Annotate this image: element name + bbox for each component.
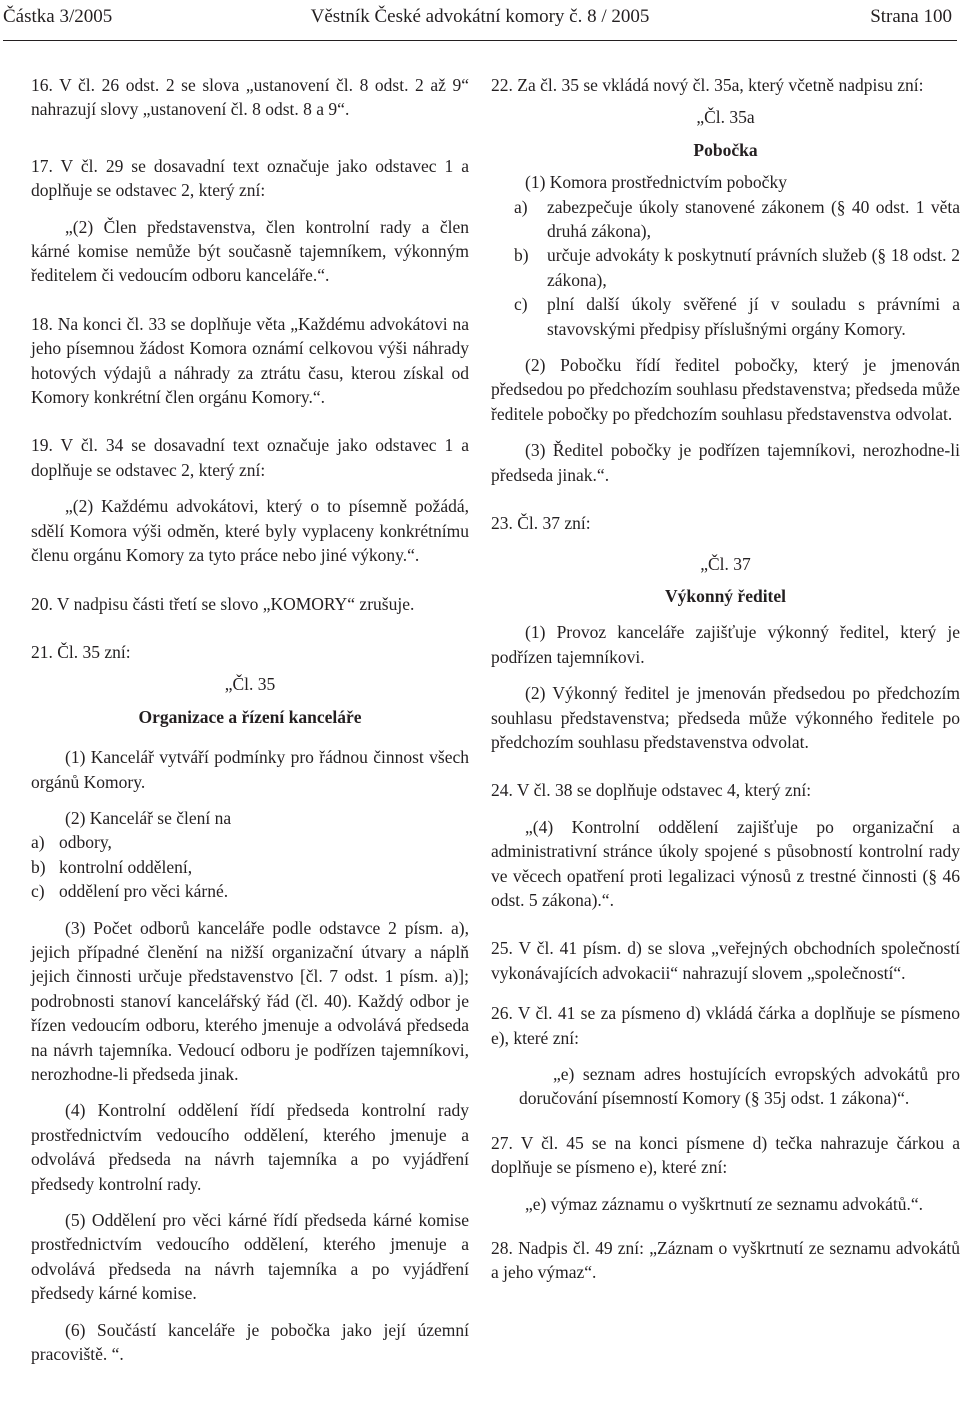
art35-para-1: (1) Kancelář vytváří podmínky pro řádnou činnost všech orgánů Komory. bbox=[31, 747, 469, 792]
item-28 bbox=[491, 1236, 960, 1285]
header-rule bbox=[3, 40, 957, 41]
list-text: kontrolní oddělení, bbox=[59, 856, 193, 877]
item-24: 24. V čl. 38 se doplňuje odstavec 4, který zní: bbox=[491, 780, 812, 801]
list-text: odbory, bbox=[59, 832, 112, 853]
item-17: 17. V čl. 29 se dosavadní text označuje jako odstavec 1 a doplňuje se odstavec 2, který zní: bbox=[31, 155, 469, 201]
journal-title: Věstník České advokátní komory č. 8 / 2005 bbox=[310, 6, 650, 27]
art35a-para-3: (3) Ředitel pobočky je podřízen tajemníkovi, nerozhodne-li předseda jinak.“. bbox=[491, 440, 960, 485]
item-19-quote: „(2) Každému advokátovi, který o to písemně požádá, sdělí Komora výši odměn, které byly vyplaceny konkrétnímu členu orgánu Komory za tyto práce nebo jiné výkony.“. bbox=[31, 496, 469, 566]
list-text: oddělení pro věci kárné. bbox=[59, 881, 229, 902]
page-header bbox=[0, 0, 960, 30]
art35-para-3: (3) Počet odborů kanceláře podle odstavce 2 písm. a), jejich případné členění na nižší organizační útvary a náplň jejich činnosti určuje představenstvo [čl. 7 odst. 1 písm. a)]; podrobnosti stanoví kancelářský řád (čl. 40). Každý odbor je řízen vedoucím odboru, kterého jmenuje a odvolává předseda na návrh tajemníka. Vedoucí odboru je podřízen tajemníkovi, nerozhodne-li předseda jinak. bbox=[31, 917, 469, 1084]
list-text: plní další úkoly svěřené jí v souladu s právními a stavovskými předpisy příslušnými orgány Komory. bbox=[547, 294, 960, 339]
left-column bbox=[31, 73, 469, 1366]
item-21: 21. Čl. 35 zní: bbox=[31, 641, 131, 662]
item-number: 28. bbox=[491, 1238, 513, 1259]
item-text: Nadpis čl. 49 zní: „Záznam o vyškrtnutí ze seznamu advokátů a jeho výmaz“. bbox=[491, 1238, 960, 1283]
item-23: 23. Čl. 37 zní: bbox=[491, 513, 591, 534]
list-letter: b) bbox=[31, 856, 46, 877]
article-37-title: Výkonný ředitel bbox=[664, 585, 787, 606]
article-35a-heading: „Čl. 35a bbox=[696, 107, 755, 128]
art35a-para-1-c bbox=[491, 292, 960, 341]
art35a-para-1-a bbox=[491, 195, 960, 244]
item-24-quote: „(4) Kontrolní oddělení zajišťuje po organizační a administrativní stránce úkoly spojené s působností kontrolní rady ve věcech opatření proti legalizaci výnosů z trestné činnosti (§ 46 odst. 5 zákona).“. bbox=[491, 816, 960, 910]
item-17-quote: „(2) Člen představenstva, člen kontrolní rady a člen kárné komise nemůže být současně tajemníkem, výkonným ředitelem či vedoucím odboru kanceláře.“. bbox=[31, 216, 469, 286]
item-text: V čl. 45 se na konci písmene d) tečka nahrazuje čárkou a doplňuje se písmeno e), které zní: bbox=[491, 1132, 960, 1178]
list-letter: a) bbox=[31, 832, 45, 853]
art37-para-2: (2) Výkonný ředitel je jmenován předsedou po předchozím souhlasu představenstva; předseda může výkonného ředitele po předchozím souhlasu představenstva odvolat. bbox=[491, 683, 960, 752]
art35a-para-1: (1) Komora prostřednictvím pobočky bbox=[525, 172, 787, 193]
right-column bbox=[491, 73, 960, 1285]
art35-para-2-a bbox=[31, 830, 469, 854]
issue-number: Částka 3/2005 bbox=[3, 6, 113, 27]
art35a-para-2: (2) Pobočku řídí ředitel pobočky, který je jmenován předsedou po předchozím souhlasu představenstva; předseda může ředitele pobočky po předchozím souhlasu představenstva odvolat. bbox=[491, 355, 960, 424]
item-22: 22. Za čl. 35 se vkládá nový čl. 35a, který včetně nadpisu zní: bbox=[491, 75, 924, 95]
item-25 bbox=[491, 936, 960, 985]
art35-para-2-b bbox=[31, 855, 469, 879]
article-35-heading: „Čl. 35 bbox=[224, 674, 276, 695]
list-letter: b) bbox=[514, 245, 529, 266]
art35-para-6: (6) Součástí kanceláře je pobočka jako její územní pracoviště. “. bbox=[31, 1319, 469, 1365]
list-text: zabezpečuje úkoly stanovené zákonem (§ 40 odst. 1 věta druhá zákona), bbox=[547, 196, 960, 242]
item-16: 16. V čl. 26 odst. 2 se slova „ustanovení čl. 8 odst. 2 až 9“ nahrazují slovy „ustanovení čl. 8 odst. 8 a 9“. bbox=[31, 75, 469, 120]
list-text: určuje advokáty k poskytnutí právních služeb (§ 18 odst. 2 zákona), bbox=[547, 245, 960, 290]
art35-para-2: (2) Kancelář se člení na bbox=[65, 807, 232, 828]
list-letter: c) bbox=[31, 881, 45, 902]
article-35a-title: Pobočka bbox=[693, 139, 758, 160]
art35-para-5: (5) Oddělení pro věci kárné řídí předseda kárné komise prostřednictvím vedoucího oddělení, kterého jmenuje a odvolává předseda na návrh tajemníka a po vyjádření předsedy kárné komise. bbox=[31, 1210, 469, 1304]
page-number: Strana 100 bbox=[870, 6, 952, 27]
item-number: 26. bbox=[491, 1003, 513, 1024]
art37-para-1: (1) Provoz kanceláře zajišťuje výkonný ředitel, který je podřízen tajemníkovi. bbox=[491, 622, 960, 667]
article-37-heading: „Čl. 37 bbox=[700, 553, 751, 574]
art35-para-2-c bbox=[31, 879, 469, 903]
item-27 bbox=[491, 1131, 960, 1180]
item-18: 18. Na konci čl. 33 se doplňuje věta „Každému advokátovi na jeho písemnou žádost Komora oznámí celkovou výši náhrady hotových výdajů a náhrady za ztrátu času, kterou získal od Komory konkrétní člen orgánu Komory.“. bbox=[31, 313, 469, 408]
list-letter: c) bbox=[514, 294, 528, 315]
item-text: V čl. 41 písm. d) se slova „veřejných obchodních společností vykonávajících advokacii“ nahrazují slovem „společností“. bbox=[491, 938, 960, 983]
item-19: 19. V čl. 34 se dosavadní text označuje jako odstavec 1 a doplňuje se odstavec 2, který zní: bbox=[31, 435, 469, 480]
item-26 bbox=[491, 1001, 960, 1050]
item-number: 27. bbox=[491, 1132, 513, 1153]
item-27-quote: „e) výmaz záznamu o vyškrtnutí ze seznamu advokátů.“. bbox=[525, 1193, 923, 1214]
item-20: 20. V nadpisu části třetí se slovo „KOMORY“ zrušuje. bbox=[31, 593, 415, 614]
article-35-title: Organizace a řízení kanceláře bbox=[138, 706, 362, 727]
item-number: 25. bbox=[491, 938, 513, 959]
art35a-para-1-b bbox=[491, 243, 960, 292]
item-text: V čl. 41 se za písmeno d) vkládá čárka a doplňuje se písmeno e), které zní: bbox=[491, 1003, 960, 1048]
item-26-quote: „e) seznam adres hostujících evropských advokátů pro doručování písemností Komory (§ 35j odst. 1 zákona)“. bbox=[519, 1064, 960, 1109]
list-letter: a) bbox=[514, 196, 528, 217]
art35-para-4: (4) Kontrolní oddělení řídí předseda kontrolní rady prostřednictvím vedoucího oddělení, kterého jmenuje a odvolává předseda na návrh tajemníka a po vyjádření předsedy kontrolní rady. bbox=[31, 1100, 469, 1194]
